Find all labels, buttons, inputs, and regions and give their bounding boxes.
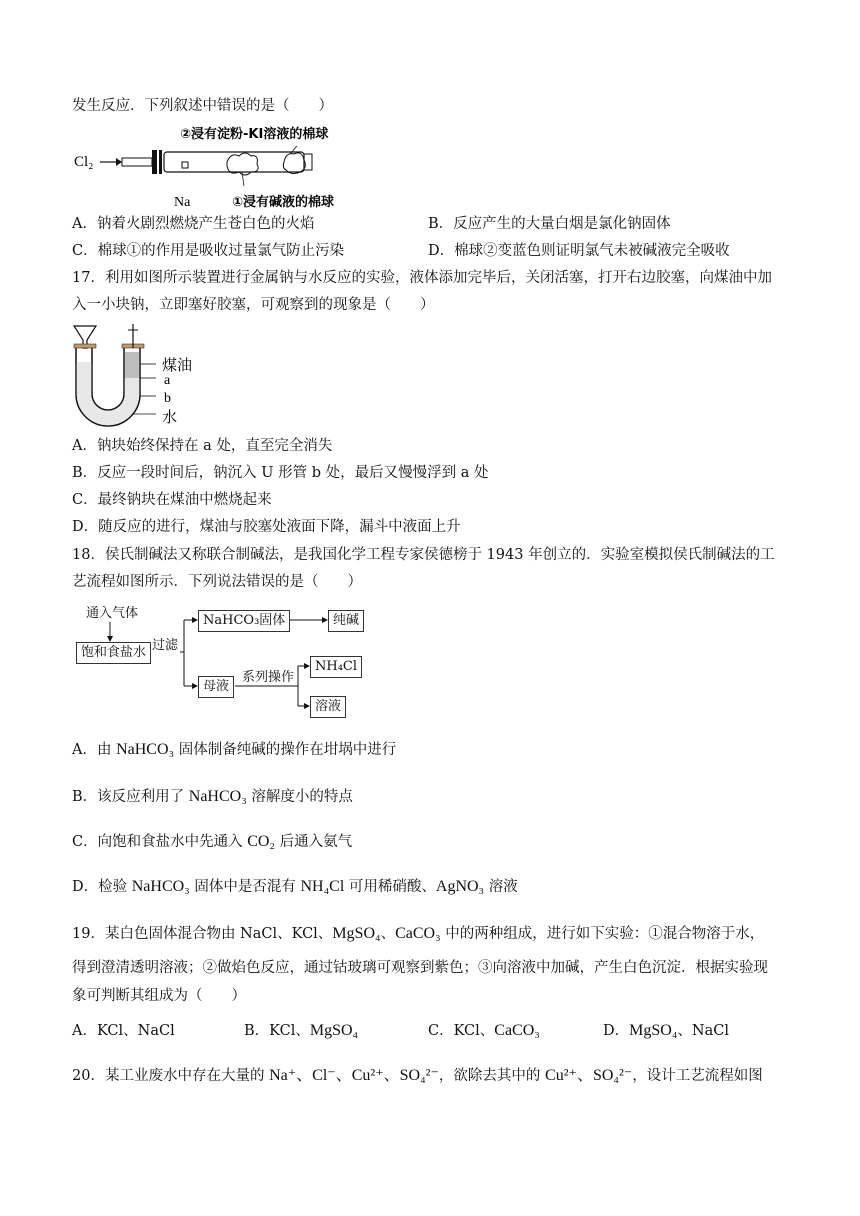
q17-option-c: C．最终钠块在煤油中燃烧起来	[72, 492, 272, 508]
q18-stem-line2: 艺流程如图所示．下列说法错误的是（ ）	[72, 574, 362, 590]
q18-stem-line1: 18．侯氏制碱法又称联合制碱法，是我国化学工程专家侯德榜于 1943 年创立的．实验室模拟侯氏制碱法的工	[72, 547, 775, 563]
q16-na-label: Na	[174, 195, 191, 210]
q17-option-d: D．随反应的进行，煤油与胶塞处液面下降，漏斗中液面上升	[72, 519, 461, 535]
q17-stem-line2: 入一小块钠，立即塞好胶塞，可观察到的现象是（ ）	[72, 297, 435, 313]
q18-option-b: B．该反应利用了 NaHCO₃ 溶解度小的特点	[72, 788, 353, 805]
q17-option-a: A．钠块始终保持在 a 处，直至完全消失	[72, 438, 333, 454]
q16-option-a: A．钠着火剧烈燃烧产生苍白色的火焰	[72, 216, 315, 232]
q18-solution-box: 溶液	[310, 696, 346, 718]
q18-mother-liquor-box: 母液	[198, 676, 234, 698]
q18-option-a: A．由 NaHCO₃ 固体制备纯碱的操作在坩埚中进行	[72, 741, 397, 758]
q16-option-d: D．棉球②变蓝色则证明氯气未被碱液完全吸收	[428, 243, 730, 259]
q17-b-label: b	[164, 391, 171, 406]
q16-label-cotton2: ②浸有淀粉-KI溶液的棉球	[180, 127, 329, 142]
q18-series-ops-label: 系列操作	[242, 670, 295, 685]
q18-flowchart	[72, 600, 392, 720]
q18-brine-box: 饱和食盐水	[76, 642, 151, 664]
q20-stem: 20．某工业废水中存在大量的 Na⁺、Cl⁻、Cu²⁺、SO₄²⁻，欲除去其中的 Cu²⁺、SO₄²⁻，设计工艺流程如图	[72, 1067, 763, 1084]
q18-option-c: C．向饱和食盐水中先通入 CO₂ 后通入氨气	[72, 833, 353, 850]
q16-option-c: C．棉球①的作用是吸收过量氯气防止污染	[72, 243, 345, 259]
q18-soda-box: 纯碱	[328, 610, 364, 632]
q18-option-d: D．检验 NaHCO₃ 固体中是否混有 NH₄Cl 可用稀硝酸、AgNO₃ 溶液	[72, 878, 518, 895]
q17-u-tube-figure	[72, 322, 212, 432]
q17-kerosene-label: 煤油	[162, 356, 193, 374]
q17-option-b: B．反应一段时间后，钠沉入 U 形管 b 处，最后又慢慢浮到 a 处	[72, 465, 489, 481]
q16-stem: 发生反应．下列叙述中错误的是（ ）	[72, 98, 333, 114]
q18-nh4cl-box: NH₄Cl	[310, 656, 362, 678]
q19-stem-line2: 得到澄清透明溶液；②做焰色反应，通过钴玻璃可观察到紫色；③向溶液中加碱，产生白色沉淀．根据实验现	[72, 960, 768, 976]
q19-option-c: C．KCl、CaCO₃	[428, 1022, 540, 1039]
q17-water-label: 水	[162, 408, 178, 426]
q16-cl2-label: Cl₂	[74, 154, 94, 170]
q19-stem-line1: 19．某白色固体混合物由 NaCl、KCl、MgSO₄、CaCO₃ 中的两种组成，进行如下实验：①混合物溶于水，	[72, 925, 765, 942]
q18-gas-in-label: 通入气体	[86, 606, 139, 621]
q19-stem-line3: 象可判断其组成为（ ）	[72, 988, 246, 1004]
q19-option-b: B．KCl、MgSO₄	[244, 1022, 359, 1039]
q18-nahco3-box: NaHCO₃固体	[198, 610, 290, 632]
q17-stem-line1: 17．利用如图所示装置进行金属钠与水反应的实验，液体添加完毕后，关闭活塞，打开右边胶塞，向煤油中加	[72, 270, 772, 286]
q16-label-cotton1: ①浸有碱液的棉球	[232, 195, 335, 210]
q16-option-b: B．反应产生的大量白烟是氯化钠固体	[428, 216, 671, 232]
q18-filter-label: 过滤	[152, 638, 179, 653]
q19-option-a: A．KCl、NaCl	[72, 1023, 175, 1039]
q17-a-label: a	[164, 373, 171, 388]
q16-apparatus-figure	[72, 124, 372, 212]
q19-option-d: D．MgSO₄、NaCl	[603, 1022, 729, 1039]
